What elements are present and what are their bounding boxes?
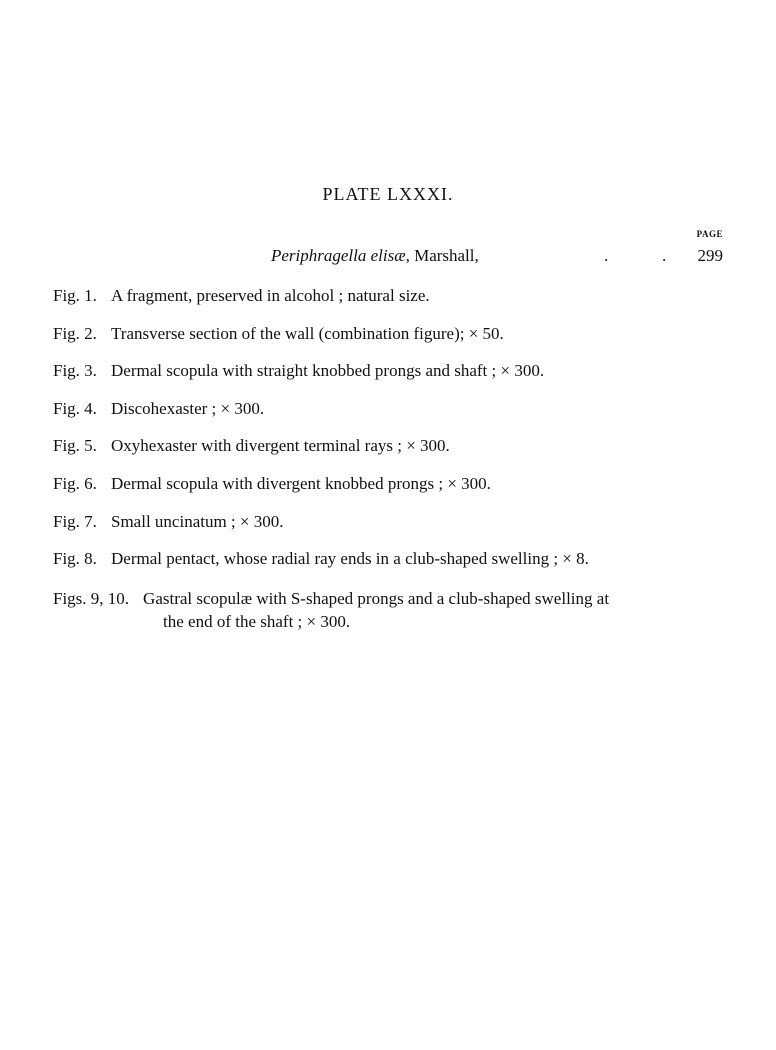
plate-title: PLATE LXXXI. xyxy=(322,184,454,204)
figure-description: Dermal scopula with divergent knobbed prongs ; × 300. xyxy=(111,473,491,493)
figure-entry-7 xyxy=(53,512,733,550)
figure-description: Dermal scopula with straight knobbed prongs and shaft ; × 300. xyxy=(111,361,545,381)
figure-label: Fig. 6. xyxy=(53,473,97,493)
species-author: , Marshall, xyxy=(405,246,479,265)
figure-entry-3 xyxy=(53,361,733,399)
figure-label: Fig. 7. xyxy=(53,511,97,531)
figure-description: Discohexaster ; × 300. xyxy=(111,398,265,418)
figure-label: Figs. 9, 10. xyxy=(53,588,130,608)
figure-description: Oxyhexaster with divergent terminal rays ; × 300. xyxy=(111,436,450,456)
figure-list xyxy=(53,286,733,633)
figure-entry-9-10 xyxy=(53,587,733,633)
figure-entry-4 xyxy=(53,399,733,437)
figure-label: Fig. 2. xyxy=(53,323,97,343)
species-entry xyxy=(0,246,776,268)
figure-description: A fragment, preserved in alcohol ; natural size. xyxy=(111,286,430,305)
figure-label: Fig. 5. xyxy=(53,436,97,456)
species-name xyxy=(271,246,479,266)
figure-entry-2 xyxy=(53,324,733,362)
leader-dot: . xyxy=(662,246,667,265)
species-page-number: 299 xyxy=(697,246,723,265)
figure-description: Gastral scopulæ with S-shaped prongs and a club-shaped swelling at xyxy=(143,588,610,608)
figure-description: Dermal pentact, whose radial ray ends in a club-shaped swelling ; × 8. xyxy=(111,549,589,569)
figure-label: Fig. 4. xyxy=(53,398,97,418)
figure-description: Transverse section of the wall (combination figure); × 50. xyxy=(111,323,504,343)
figure-description: Small uncinatum ; × 300. xyxy=(111,511,284,531)
figure-entry-6 xyxy=(53,474,733,512)
figure-label: Fig. 8. xyxy=(53,549,97,569)
figure-label: Fig. 3. xyxy=(53,361,97,381)
species-scientific-name: Periphragella elisæ xyxy=(271,246,406,265)
page-column-label: PAGE xyxy=(696,229,723,239)
figure-entry-1 xyxy=(53,286,733,324)
figure-entry-8 xyxy=(53,549,733,587)
leader-dot: . xyxy=(604,246,609,265)
figure-entry-5 xyxy=(53,436,733,474)
figure-label: Fig. 1. xyxy=(53,286,97,305)
figure-description-continued: the end of the shaft ; × 300. xyxy=(163,611,351,631)
